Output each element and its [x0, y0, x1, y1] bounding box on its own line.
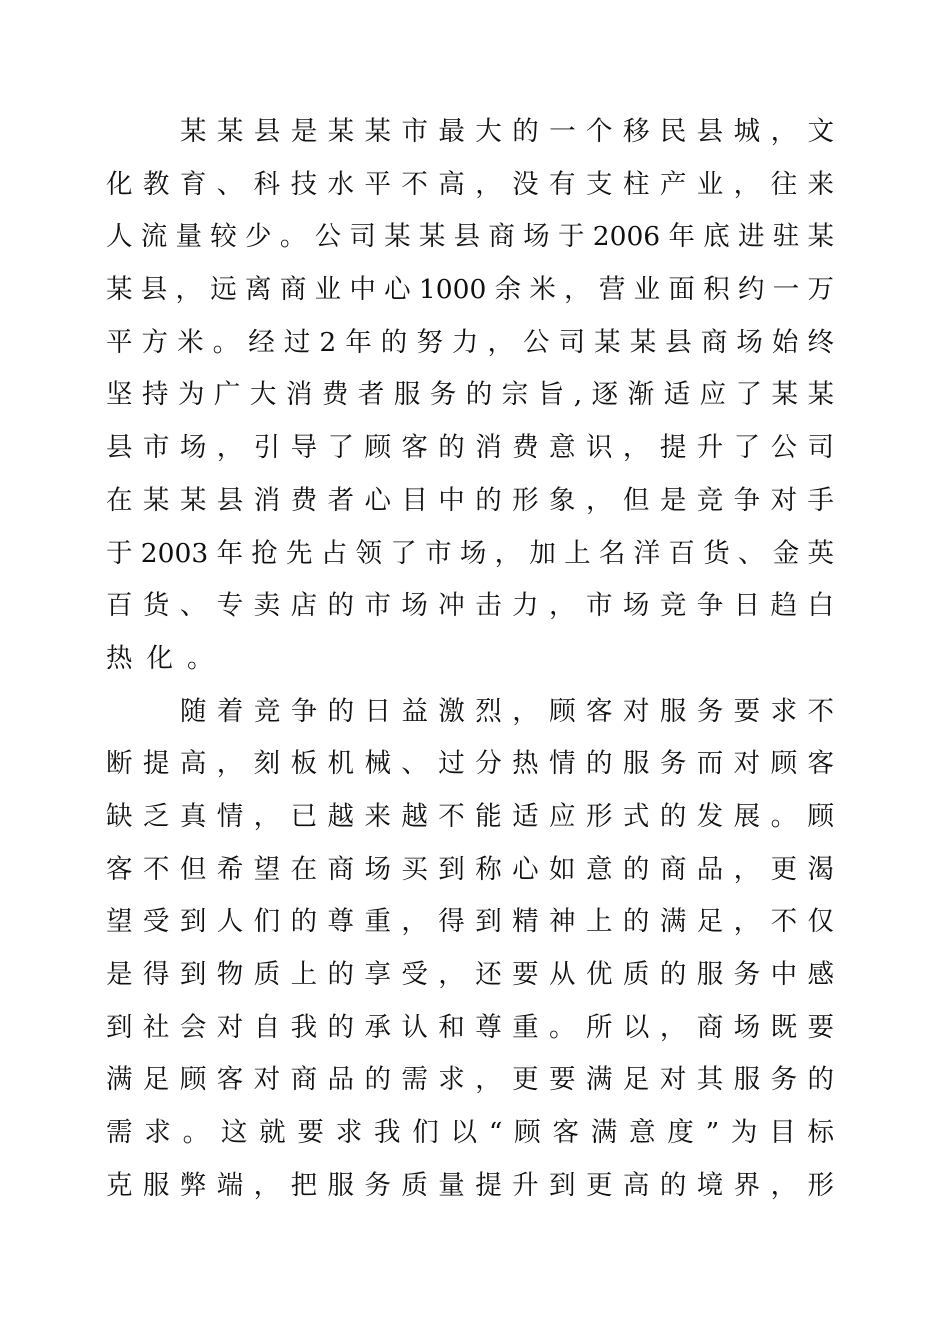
- paragraph-line: 是得到物质上的享受，还要从优质的服务中感: [106, 959, 834, 990]
- paragraph-line: 到社会对自我的承认和尊重。所以，商场既要: [106, 1011, 834, 1043]
- paragraph-line: 克服弊端，把服务质量提升到更高的境界，形: [106, 1169, 834, 1201]
- paragraph-line: 客不但希望在商场买到称心如意的商品，更渴: [106, 853, 834, 885]
- paragraph-line: 断提高，刻板机械、过分热情的服务而对顾客: [106, 748, 834, 780]
- paragraph-line: 随着竞争的日益激烈，顾客对服务要求不: [180, 695, 834, 727]
- paragraph-line: 某某县是某某市最大的一个移民县城，文: [180, 116, 834, 147]
- paragraph-line: 热化。: [106, 642, 228, 674]
- paragraph-line: 某县，远离商业中心1000余米，营业面积约一万: [106, 274, 834, 306]
- paragraph-line: 坚持为广大消费者服务的宗旨,逐渐适应了某某: [106, 379, 834, 411]
- paragraph-2: [106, 686, 834, 1213]
- paragraph-line: 平方米。经过2年的努力，公司某某县商场始终: [106, 326, 834, 358]
- paragraph-line: 县市场，引导了顾客的消费意识，提升了公司: [106, 432, 834, 464]
- paragraph-line: 百货、专卖店的市场冲击力，市场竞争日趋白: [106, 590, 834, 622]
- document-body: [106, 106, 834, 1212]
- paragraph-1: [106, 106, 834, 686]
- paragraph-line: 在某某县消费者心目中的形象，但是竞争对手: [106, 484, 834, 516]
- paragraph-line: 需求。这就要求我们以“顾客满意度”为目标: [106, 1117, 834, 1149]
- paragraph-line: 满足顾客对商品的需求，更要满足对其服务的: [106, 1064, 834, 1096]
- paragraph-line: 化教育、科技水平不高，没有支柱产业，往来: [106, 168, 834, 200]
- paragraph-line: 人流量较少。公司某某县商场于2006年底进驻某: [106, 221, 834, 253]
- paragraph-line: 望受到人们的尊重，得到精神上的满足，不仅: [106, 906, 834, 938]
- paragraph-line: 于2003年抢先占领了市场，加上名洋百货、金英: [106, 537, 834, 569]
- paragraph-line: 缺乏真情，已越来越不能适应形式的发展。顾: [106, 800, 834, 832]
